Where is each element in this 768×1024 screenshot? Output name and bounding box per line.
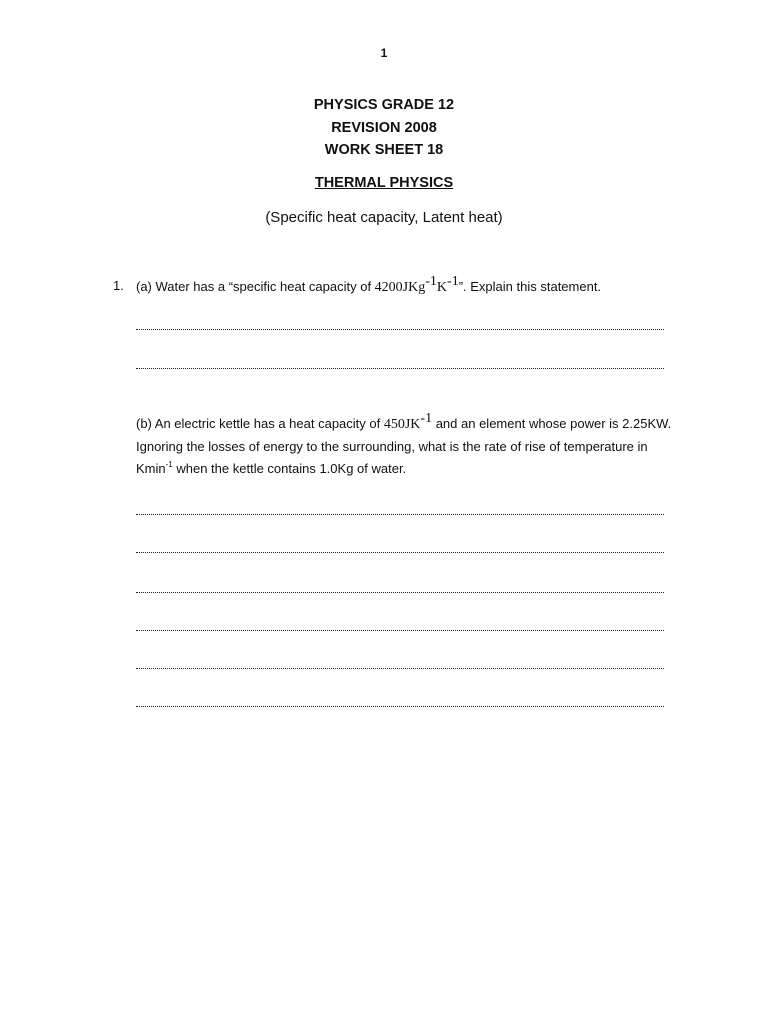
answer-line-1b-1[interactable] bbox=[136, 514, 664, 515]
header-subject: PHYSICS GRADE 12 bbox=[313, 97, 455, 113]
question-1b-text: (b) An electric kettle has a heat capacity of bbox=[136, 416, 384, 431]
question-1a bbox=[136, 276, 676, 299]
question-1b-text-end: when the kettle contains 1.0Kg of water. bbox=[172, 461, 407, 476]
exponent: -1 bbox=[165, 460, 173, 469]
unit-value: 450JK bbox=[383, 417, 421, 432]
answer-line-1b-3[interactable] bbox=[136, 592, 664, 593]
worksheet-header bbox=[0, 94, 768, 162]
topic-title: THERMAL PHYSICS bbox=[314, 175, 454, 191]
question-1b bbox=[136, 413, 676, 480]
answer-line-1b-4[interactable] bbox=[136, 630, 664, 631]
exponent: -1 bbox=[425, 274, 437, 289]
question-1a-text: (a) Water has a “specific heat capacity of bbox=[136, 279, 375, 294]
header-revision: REVISION 2008 bbox=[331, 119, 437, 136]
answer-line-1b-2[interactable] bbox=[136, 552, 664, 553]
exponent: -1 bbox=[420, 411, 433, 426]
answer-line-1a-1[interactable] bbox=[136, 329, 664, 330]
question-1a-text-end: ”. Explain this statement. bbox=[458, 279, 602, 294]
topic-subtitle: (Specific heat capacity, Latent heat) bbox=[265, 209, 503, 226]
answer-line-1b-5[interactable] bbox=[136, 668, 664, 669]
unit-value: 4200JKg bbox=[374, 280, 426, 295]
header-worksheet: WORK SHEET 18 bbox=[324, 142, 444, 158]
answer-line-1a-2[interactable] bbox=[136, 368, 664, 369]
exponent: -1 bbox=[447, 274, 459, 289]
page-number: 1 bbox=[380, 46, 388, 60]
question-1b-text-middle: and an element whose power is 2.25KW. Ignoring the losses of energy to the surrounding, what is the rate of rise of temperature in Kmin bbox=[136, 416, 672, 476]
answer-line-1b-6[interactable] bbox=[136, 706, 664, 707]
unit-kelvin: K bbox=[436, 280, 448, 295]
question-number: 1. bbox=[113, 278, 124, 293]
